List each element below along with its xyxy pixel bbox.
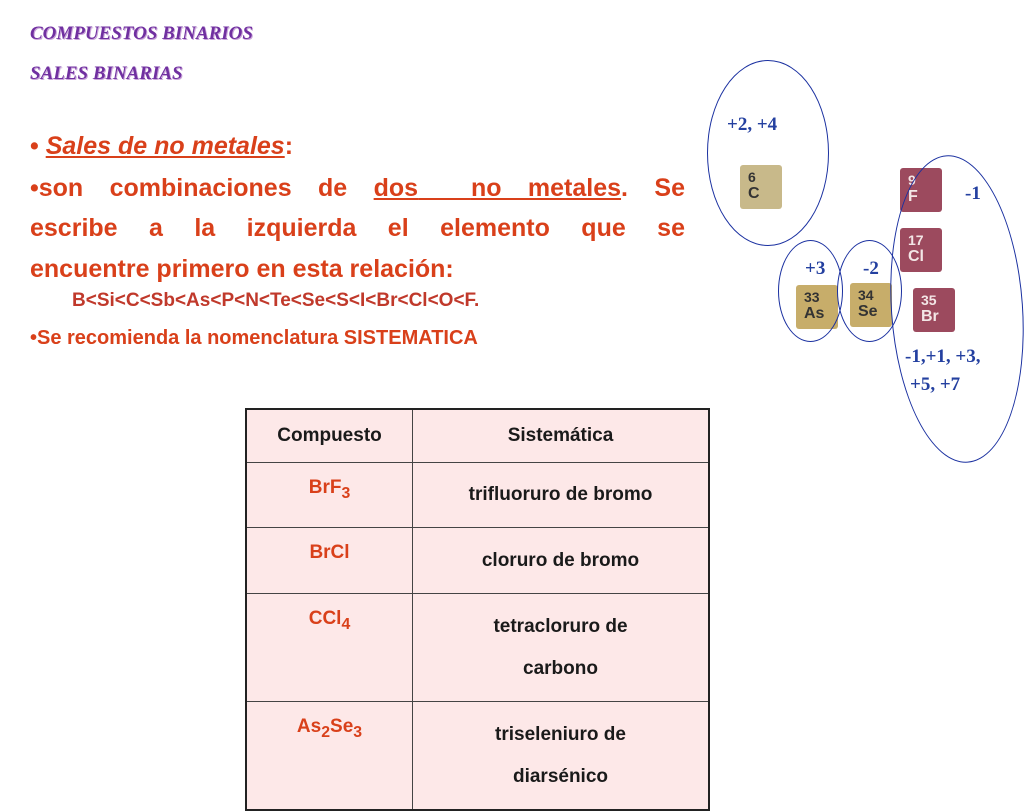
- element-order-relation: B<Si<C<Sb<As<P<N<Te<Se<S<I<Br<Cl<O<F.: [72, 290, 480, 311]
- line1-suffix: . Se: [621, 174, 685, 202]
- element-number: 9: [908, 172, 916, 188]
- element-symbol: C: [748, 185, 760, 202]
- dos-underlined: dos: [373, 174, 419, 202]
- bullet-sales-no-metales: • Sales de no metales:: [30, 132, 294, 160]
- header-compuesto: Compuesto: [246, 409, 413, 463]
- definition-line-3: encuentre primero en esta relación:: [30, 255, 454, 283]
- name-cell: trifluoruro de bromo: [413, 463, 710, 528]
- definition-line-2: escribe a la izquierda el elemento que se: [30, 214, 685, 242]
- element-number: 35: [921, 292, 937, 308]
- element-symbol: Se: [858, 303, 878, 320]
- oxidation-fluorine: -1: [965, 183, 981, 204]
- formula-cell: BrF$_3$: [246, 463, 413, 528]
- recommendation-text: •Se recomienda la nomenclatura SISTEMATICA: [30, 327, 478, 349]
- element-symbol: F: [908, 188, 918, 205]
- oxidation-arsenic: +3: [805, 258, 826, 279]
- header-compuestos-binarios: COMPUESTOS BINARIOS: [30, 23, 253, 44]
- oxidation-halogens-line1: -1,+1, +3,: [905, 346, 981, 367]
- table-header-row: [246, 409, 709, 463]
- name-cell: cloruro de bromo: [413, 528, 710, 594]
- definition-line-1: [30, 174, 685, 203]
- element-number: 6: [748, 169, 756, 185]
- formula-cell: CCl$_4$: [246, 594, 413, 702]
- table-row: [246, 702, 709, 811]
- table-row: [246, 463, 709, 528]
- no-metales-underlined: no metales: [470, 174, 622, 202]
- element-symbol: Br: [921, 308, 939, 325]
- element-number: 34: [858, 287, 874, 303]
- formula-cell: BrCl: [246, 528, 413, 594]
- element-number: 33: [804, 289, 820, 305]
- ellipse-carbon: [707, 60, 829, 246]
- header-sales-binarias: SALES BINARIAS: [30, 63, 183, 84]
- formula-cell: $As_2Se_3$: [246, 702, 413, 811]
- element-symbol: Cl: [908, 248, 924, 265]
- element-symbol: As: [804, 305, 825, 322]
- sales-no-metales-title: Sales de no metales: [45, 132, 285, 160]
- element-number: 17: [908, 232, 924, 248]
- oxidation-halogens-line2: +5, +7: [910, 374, 961, 395]
- title-colon: :: [284, 132, 294, 160]
- ellipse-arsenic: [778, 240, 843, 342]
- oxidation-carbon: +2, +4: [727, 114, 778, 135]
- name-cell: tetracloruro de carbono: [413, 594, 710, 702]
- oxidation-selenium: -2: [863, 258, 879, 279]
- name-cell: triseleniuro de diarsénico: [413, 702, 710, 811]
- header-sistematica: Sistemática: [413, 409, 710, 463]
- table-row: [246, 594, 709, 702]
- line1-prefix: •son combinaciones de: [30, 174, 374, 202]
- nomenclature-table: [245, 408, 710, 811]
- table-row: [246, 528, 709, 594]
